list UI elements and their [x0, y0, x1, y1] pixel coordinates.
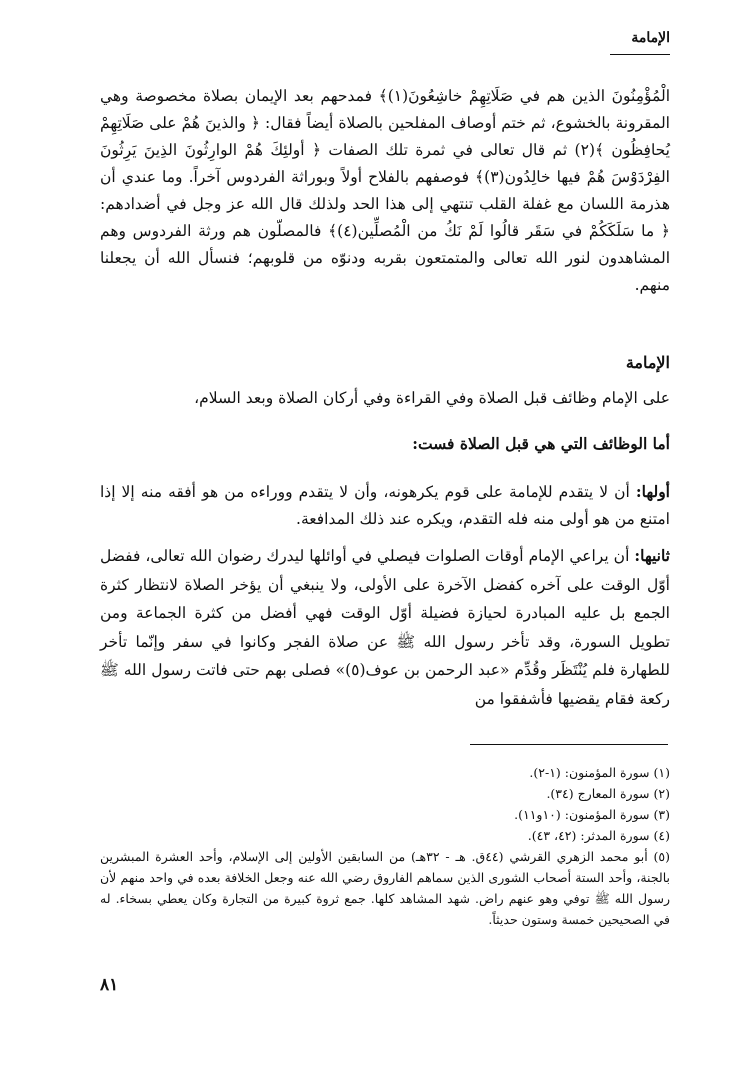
paragraph-intro-duties: على الإمام وظائف قبل الصلاة وفي القراءة وفي أركان الصلاة وبعد السلام، [194, 389, 670, 407]
section-title: الإمامة [625, 353, 670, 372]
footnote-1: (١) سورة المؤمنون: (١-٢). [529, 765, 670, 780]
first-duty-label: أولها: [635, 482, 670, 501]
first-duty-text: أن لا يتقدم للإمامة على قوم يكرهونه، وأن لا يتقدم ووراءه من هو أفقه منه إلا إذا امتنع من هو أولى منه فله التقدم، ويكره عند ذلك المدافعة. [100, 483, 670, 528]
footnote-rule [470, 744, 668, 745]
paragraph-first-duty [100, 478, 670, 533]
footnote-3: (٣) سورة المؤمنون: (١٠و١١). [514, 807, 670, 822]
footnote-2: (٢) سورة المعارج (٣٤). [546, 786, 670, 801]
footnote-4: (٤) سورة المدثر: (٤٢، ٤٣). [527, 828, 670, 843]
paragraph-pre-prayer-duties: أما الوظائف التي هي قبل الصلاة فست: [412, 434, 670, 453]
footnote-5: (٥) أبو محمد الزهري القرشي (٤٤ق. هـ - ٣٢هـ) من السابقين الأولين إلى الإسلام، وأحد العشرة المبشرين بالجنة، وأحد الستة أصحاب الشورى الذين سماهم الفاروق رضي الله عنه وجعل الخلافة بعده في واحد منهم لأن رسول الله ﷺ توفي وهو عنهم راض. شهد المشاهد كلها. جمع ثروة كبيرة من التجارة وكان يعطي بسخاء. له في الصحيحين خمسة وستون حديثاً. [100, 849, 670, 927]
running-head: الإمامة [631, 30, 670, 46]
header-rule [610, 54, 670, 55]
footnotes [100, 762, 670, 930]
page-number: ٨١ [100, 975, 119, 995]
paragraph-second-duty [100, 542, 670, 713]
second-duty-label: ثانيها: [634, 546, 670, 565]
second-duty-text: أن يراعي الإمام أوقات الصلوات فيصلي في أوائلها ليدرك رضوان الله تعالى، ففضل أوّل الوقت على آخره كفضل الآخرة على الأولى، ولا ينبغي أن يؤخر الصلاة لانتظار كثرة الجمع بل عليه المبادرة لحيازة فضيلة أوّل الوقت فهي أفضل من كثرة الجماعة ومن تطويل السورة، وقد تأخر رسول الله ﷺ عن صلاة الفجر وكانوا في سفر وإنّما تأخر للطهارة فلم يُنْتَظَر وقُدِّم «عبد الرحمن بن عوف(٥)» فصلى بهم حتى فاتت رسول الله ﷺ ركعة فقام يقضيها فأشفقوا من [100, 547, 670, 708]
paragraph-quran-verses: الْمُؤْمِنُونَ الذين هم في صَلَاتِهِمْ خاشِعُونَ(١)﴾ فمدحهم بعد الإيمان بصلاة مخصوصة وهي المقرونة بالخشوع، ثم ختم أوصاف المفلحين بالصلاة أيضاً فقال: ﴿ والذينَ هُمْ على صَلَاتِهِمْ يُحافِظُون ﴾(٢) ثم قال تعالى في ثمرة تلك الصفات ﴿ أولئِكَ هُمْ الوارِثُونَ الذِينَ يَرِثُونَ الفِرْدَوْسَ هُمْ فيها خالِدُون(٣)﴾ فوصفهم بالفلاح أولاً وبوراثة الفردوس آخراً. وما عندي أن هذرمة اللسان مع غفلة القلب تنتهي إلى هذا الحد ولذلك قال الله عز وجل في أضدادهم: ﴿ ما سَلَكَكُمْ في سَقَر قالُوا لَمْ نَكُ من الْمُصلِّين(٤)﴾ فالمصلّون هم ورثة الفردوس وهم المشاهدون لنور الله تعالى والمتمتعون بقربه ودنوّه من قلوبهم؛ فنسأل الله أن يجعلنا منهم. [100, 87, 670, 294]
